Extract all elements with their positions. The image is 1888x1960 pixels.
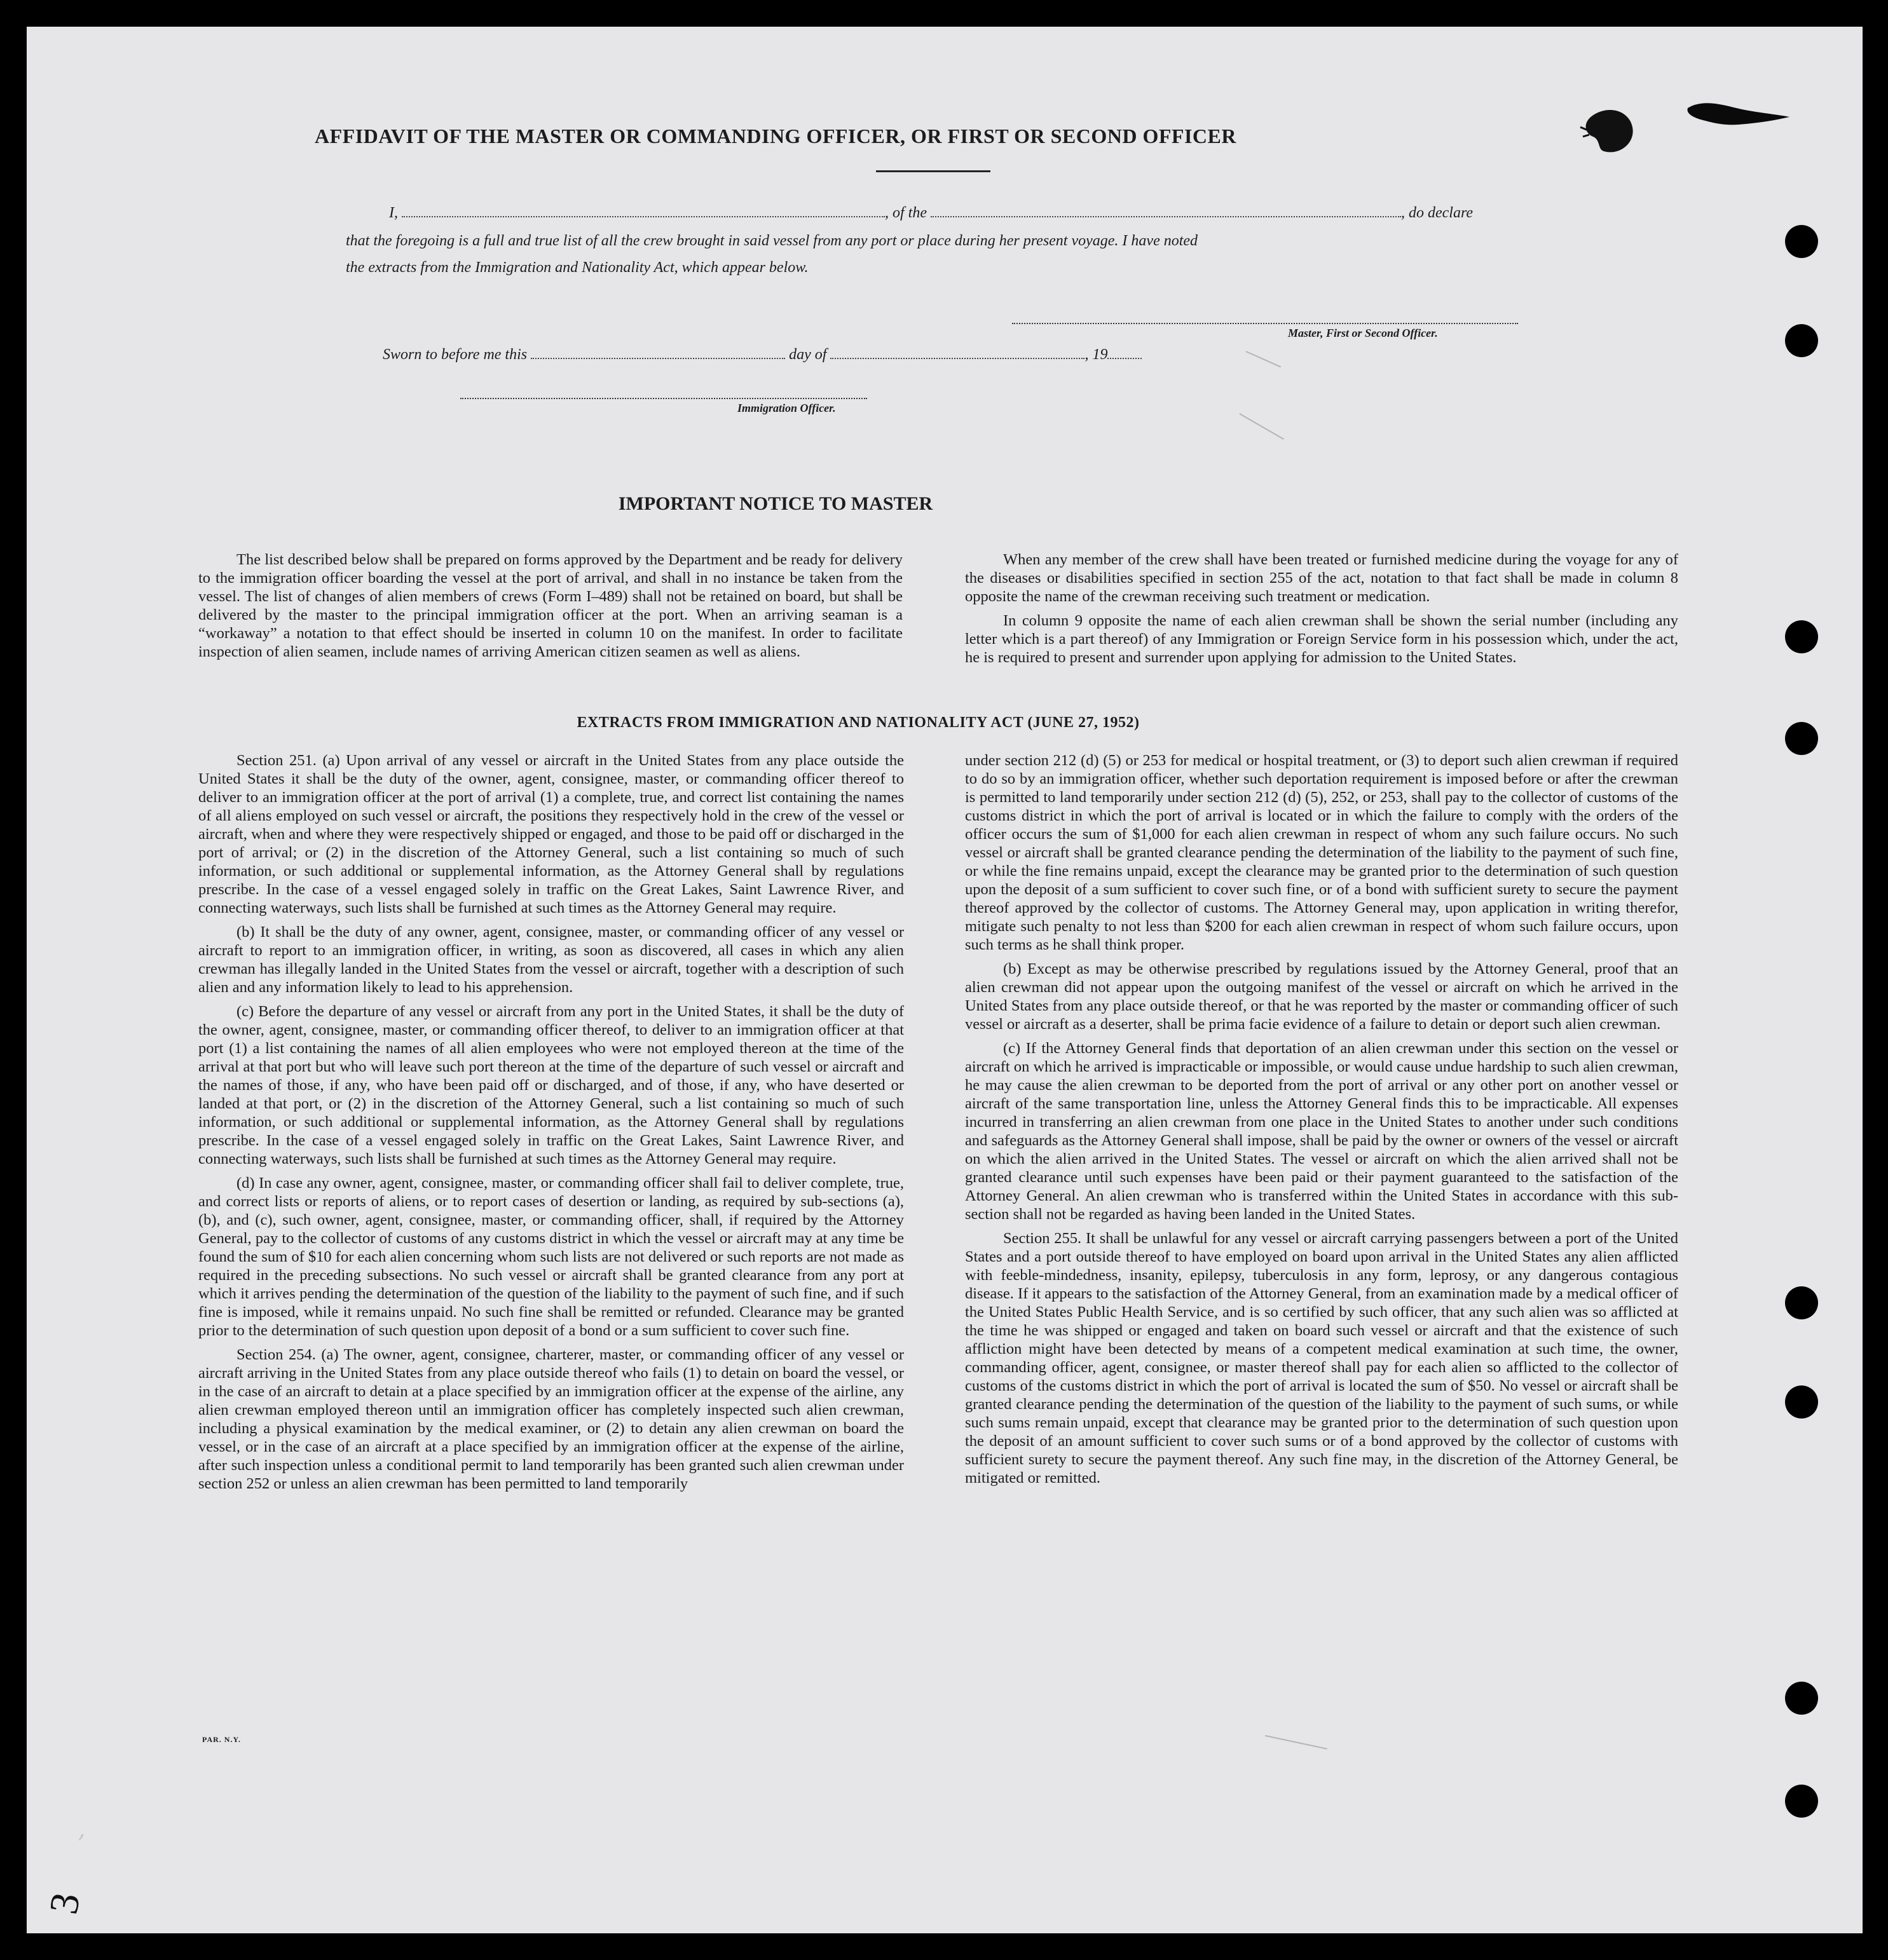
section-251a: Section 251. (a) Upon arrival of any vessel or aircraft in the United States from any place outside the United States it shall be the duty of the owner, agent, consignee, master, or commanding officer thereof to deliver to an immigration officer at the port of arrival (1) a complete, true, and correct list containing the names of all aliens employed on such vessel or aircraft, the positions they respectively hold in the crew of the vessel or aircraft, when and where they were respectively shipped or engaged, and those to be paid off or discharged in the port of arrival; or (2) in the discretion of the Attorney General, such a list containing so much of such information, or such additional or supplemental information, as the Attorney General shall by regulations prescribe. In the case of a vessel engaged solely in traffic on the Great Lakes, Saint Lawrence River, and connecting waterways, such lists shall be furnished at such times as the Attorney General may require.	[198, 752, 904, 916]
section-251c: (c) Before the departure of any vessel or aircraft from any port in the United States, it shall be the duty of the owner, agent, consignee, master, or commanding officer thereof, to deliver to an immigration officer at that port (1) a list containing the names of all alien employees who were not employed thereon at the time of the arrival at that port but who will leave such port thereon at the time of the departure of such vessel or aircraft and the names of those, if any, who have been paid off or discharged, and of those, if any, who have deserted or landed at that port, or (2) in the discretion of the Attorney General, such a list containing so much of such information, or such additional or supplemental information, as the Attorney General shall by regulations prescribe. In the case of a vessel engaged solely in traffic on the Great Lakes, Saint Lawrence River, and connecting waterways, such lists shall be furnished at such times as the Attorney General may require.	[198, 1003, 904, 1167]
ink-blot	[1685, 95, 1793, 133]
binder-hole	[1785, 722, 1818, 755]
notice-title: IMPORTANT NOTICE TO MASTER	[618, 493, 933, 514]
of-the-label: , of the	[885, 205, 927, 221]
binder-hole	[1785, 324, 1818, 357]
notice-paragraph: The list described below shall be prepared on forms approved by the Department and be ready for delivery to the immigration officer boarding the vessel at the port of arrival, and shall in no instance be taken from the vessel. The list of changes of alien members of crews (Form I–489) shall not be retained on board, but shall be delivered by the master to the principal immigration officer at the port. When an arriving seaman is a “workaway” a notation to that effect should be inserted in column 10 on the manifest. In order to facilitate inspection of alien seamen, include names of arriving American citizen seamen as well as aliens.	[198, 551, 903, 660]
section-255: Section 255. It shall be unlawful for any vessel or aircraft carrying passengers between a port of the United States and a port outside thereof to have employed on board upon arrival in the United States any alien afflicted with feeble-mindedness, insanity, epilepsy, tuberculosis in any form, leprosy, or any dangerous contagious disease. If it appears to the satisfaction of the Attorney General, from an examination made by a medical officer of the United States Public Health Service, and is so certified by such officer, that any such alien was so afflicted at the time he was shipped or engaged and taken on board such vessel or aircraft and that the existence of such affliction might have been detected by means of a competent medical examination at such time, the owner, commanding officer, agent, consignee, or master thereof shall pay for each alien so afflicted to the collector of customs of the customs district in which the port of arrival is located the sum of $50. No vessel or aircraft shall be granted clearance pending the determination of the question of the liability to the payment of such sums, or while such sums remain unpaid, except that clearance may be granted prior to the determination of such question upon the deposit of an amount sufficient to cover such sums or of a bond approved by the collector of customs with sufficient surety to secure the payment thereof. Any such fine may, in the discretion of the Attorney General, be mitigated or remitted.	[965, 1230, 1678, 1487]
extracts-title: EXTRACTS FROM IMMIGRATION AND NATIONALITY ACT (JUNE 27, 1952)	[577, 714, 1140, 731]
sworn-line	[383, 346, 1142, 364]
extracts-left-column	[198, 751, 904, 1499]
immigration-officer-signature-line[interactable]	[460, 398, 867, 399]
extracts-right-column	[965, 751, 1678, 1493]
section-251b: (b) It shall be the duty of any owner, agent, consignee, master, or commanding officer of any vessel or aircraft to report to an immigration officer, in writing, as soon as discovered, all cases in which any alien crewman has illegally landed in the United States from the vessel or aircraft, together with a description of such alien and any information likely to lead to his apprehension.	[198, 923, 904, 996]
notice-paragraph: In column 9 opposite the name of each alien crewman shall be shown the serial number (including any letter which is a part thereof) of any Immigration or Foreign Service form in his possession which, under the act, he is required to present and surrender upon applying for admission to the United States.	[965, 612, 1678, 666]
sworn-year-field[interactable]	[1107, 346, 1142, 359]
sworn-label: Sworn to before me this	[383, 346, 528, 363]
ink-blot	[1575, 102, 1645, 159]
vessel-name-field[interactable]	[931, 205, 1401, 217]
faint-handwriting: ʼ	[76, 1830, 85, 1860]
affidavit-statement-1: that the foregoing is a full and true list of all the crew brought in said vessel from any port or place during her present voyage. I have noted	[346, 233, 1198, 249]
binder-hole	[1785, 225, 1818, 258]
printer-mark: PAR. N.Y.	[202, 1735, 242, 1744]
section-254a: Section 254. (a) The owner, agent, consignee, charterer, master, or commanding officer of any vessel or aircraft arriving in the United States from any place outside thereof who fails (1) to detain on board the vessel, or in the case of an aircraft to detain at a place specified by an immigration officer at the expense of the airline, any alien crewman employed thereon until an immigration officer has completely inspected such alien crewman, including a physical examination by the medical examiner, or (2) to detain any alien crewman on board the vessel, or in the case of an aircraft at a place specified by an immigration officer at the expense of the airline, after such inspection unless a conditional permit to land temporarily has been granted such alien crewman under section 252 or unless an alien crewman has been permitted to land temporarily	[198, 1346, 904, 1492]
binder-hole	[1785, 1385, 1818, 1419]
section-254c: (c) If the Attorney General finds that deportation of an alien crewman under this section on the vessel or aircraft on which he arrived is impracticable or impossible, or would cause undue hardship to such alien crewman, he may cause the alien crewman to be deported from the port of arrival or any other port on another vessel or aircraft of the same transportation line, unless the Attorney General finds this to be impracticable. All expenses incurred in transferring an alien crewman from one place in the United States to another under such conditions and safeguards as the Attorney General shall impose, shall be paid by the owner or owners of the vessel or aircraft on which the alien arrived in the United States. The vessel or aircraft on which the alien arrived shall not be granted clearance until such expenses have been paid or their payment guaranteed to the satisfaction of the Attorney General. An alien crewman who is transferred within the United States in accordance with this sub-section shall not be regarded as having been landed in the United States.	[965, 1040, 1678, 1223]
do-declare-label: , do declare	[1401, 205, 1474, 221]
sworn-month-field[interactable]	[830, 346, 1084, 359]
immigration-officer-label: Immigration Officer.	[737, 402, 836, 414]
affidavit-title: AFFIDAVIT OF THE MASTER OR COMMANDING OFFICER, OR FIRST OR SECOND OFFICER	[315, 125, 1236, 147]
binder-hole	[1785, 1286, 1818, 1319]
declarant-name-field[interactable]	[402, 205, 885, 217]
master-signature-label: Master, First or Second Officer.	[1288, 327, 1438, 339]
notice-left-column	[198, 550, 903, 667]
binder-hole	[1785, 1785, 1818, 1818]
binder-hole	[1785, 1682, 1818, 1715]
i-label: I,	[389, 205, 398, 221]
page-number: 3	[40, 1889, 89, 1917]
affidavit-statement-2: the extracts from the Immigration and Nationality Act, which appear below.	[346, 259, 809, 276]
sworn-day-field[interactable]	[531, 346, 785, 359]
notice-paragraph: When any member of the crew shall have been treated or furnished medicine during the voyage for any of the diseases or disabilities specified in section 255 of the act, notation to that fact shall be made in column 8 opposite the name of the crewman receiving such treatment or medication.	[965, 551, 1678, 605]
title-underline	[876, 170, 990, 172]
binder-hole	[1785, 620, 1818, 653]
master-signature-line[interactable]	[1012, 323, 1518, 324]
notice-right-column	[965, 550, 1678, 672]
section-251d: (d) In case any owner, agent, consignee, master, or commanding officer shall fail to deliver complete, true, and correct lists or reports of aliens, or to report cases of desertion or landing, as required by sub-sections (a), (b), and (c), such owner, agent, consignee, master, or commanding officer, shall, if required by the Attorney General, pay to the collector of customs of any customs district in which the vessel or aircraft may at any time be found the sum of $10 for each alien concerning whom such lists are not delivered or such reports are not made as required in the preceding subsections. No such vessel or aircraft shall be granted clearance from any port at which it arrives pending the determination of the question of the liability to the payment of such fine, and if such fine is imposed, while it remains unpaid. No such fine shall be remitted or refunded. Clearance may be granted prior to the determination of such question upon deposit of a bond or a sum sufficient to cover such fine.	[198, 1174, 904, 1339]
year-prefix-label: , 19	[1084, 346, 1108, 363]
section-254a-continued: under section 212 (d) (5) or 253 for medical or hospital treatment, or (3) to deport such alien crewman if required to do so by an immigration officer, whether such deportation requirement is imposed before or after the crewman is permitted to land temporarily under section 212 (d) (5), 252, or 253, shall pay to the collector of customs of the customs district in which the port of arrival is located or in which the failure to comply with the orders of the officer occurs the sum of $1,000 for each alien crewman in respect of whom any such failure occurs. No such vessel or aircraft shall be granted clearance pending the determination of the liability to the payment of such fine, or while the fine remains unpaid, except the clearance may be granted prior to the determination of such question upon the deposit of a sum sufficient to cover such fine, or of a bond with sufficient surety to secure the payment thereof approved by the collector of customs. The Attorney General may, upon application in writing therefor, mitigate such penalty to not less than $200 for each alien crewman in respect of whom such failure occurs, upon such terms as he shall think proper.	[965, 752, 1678, 953]
day-of-label: day of	[789, 346, 827, 363]
affidavit-declaration-line	[389, 205, 1473, 222]
section-254b: (b) Except as may be otherwise prescribed by regulations issued by the Attorney General, proof that an alien crewman did not appear upon the outgoing manifest of the vessel or aircraft on which he arrived in the United States from any place outside thereof, or that he was reported by the master or commanding officer of such vessel or aircraft as a deserter, shall be prima facie evidence of a failure to detain or deport such alien crewman.	[965, 960, 1678, 1033]
